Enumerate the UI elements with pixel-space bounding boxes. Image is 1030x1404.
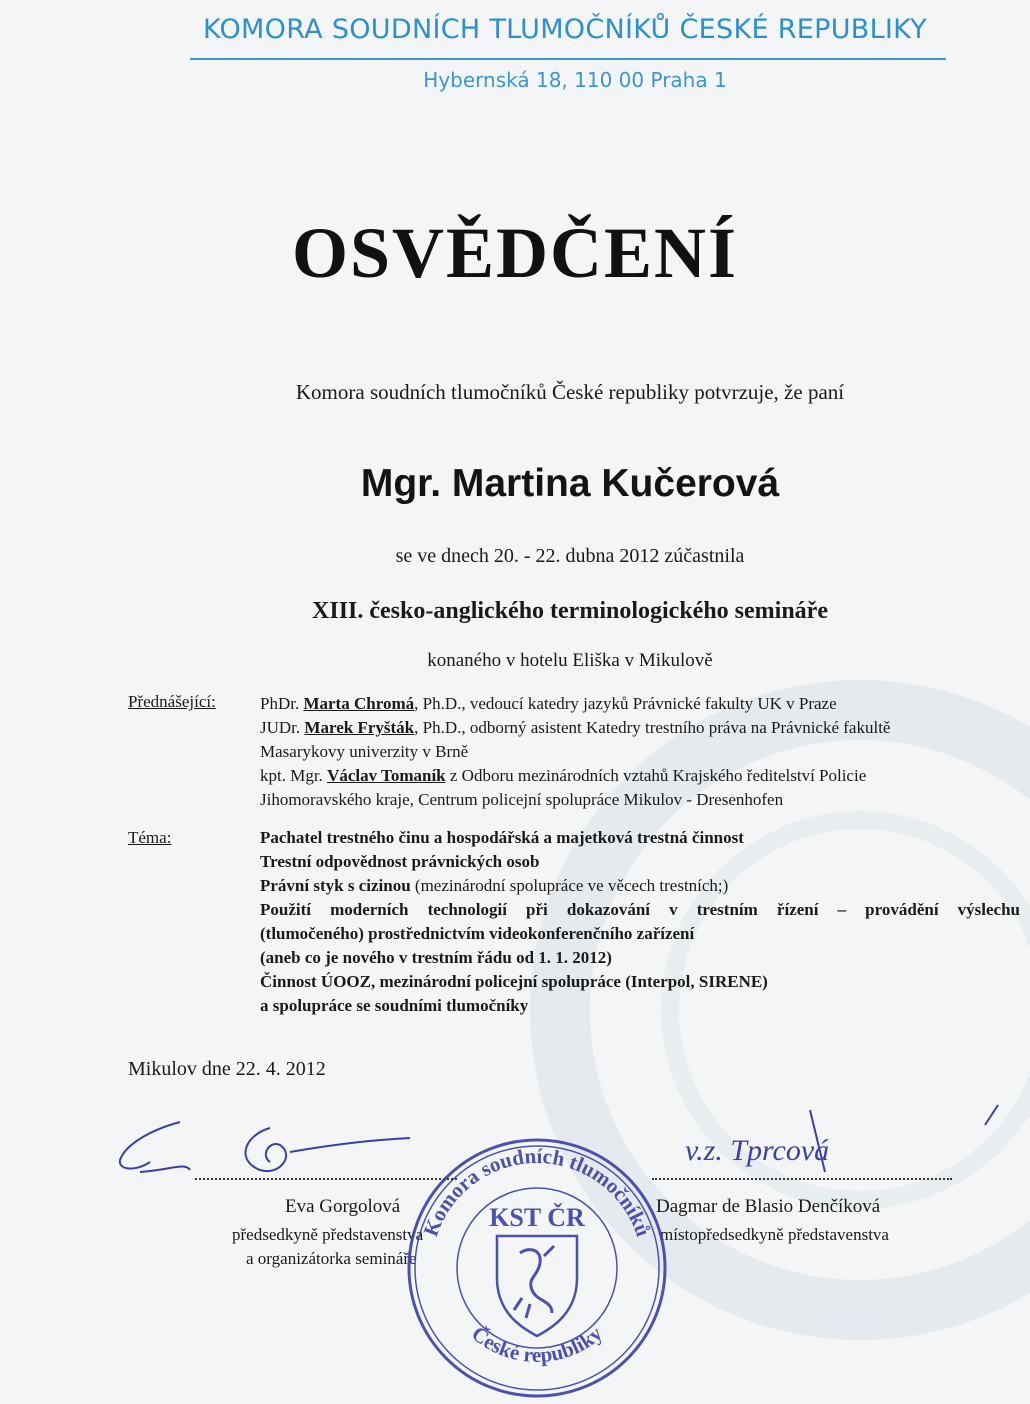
lecturer-title: JUDr. xyxy=(260,718,305,737)
lecturer-title: PhDr. xyxy=(260,694,304,713)
lecturer-2 xyxy=(260,716,1020,740)
topic-item xyxy=(260,874,1020,898)
svg-text:České republiky xyxy=(467,1321,607,1367)
lecturer-name: Václav Tomaník xyxy=(327,766,446,785)
lecturer-name: Marta Chromá xyxy=(303,694,415,713)
topic-item: Trestní odpovědnost právnických osob xyxy=(260,852,540,871)
signature-text: v.z. Tprcová xyxy=(685,1134,830,1167)
topic-item-cont: (tlumočeného) prostřednictvím videokonferenčního zařízení xyxy=(260,924,695,943)
signatory-2-name: Dagmar de Blasio Denčíková xyxy=(656,1196,881,1217)
lecturer-affiliation-cont: Jihomoravského kraje, Centrum policejní spolupráce Mikulov - Dresenhofen xyxy=(260,790,784,809)
lecturer-affiliation: z Odboru mezinárodních vztahů Krajského ředitelství Policie xyxy=(445,766,867,785)
topic-item-cont: a spolupráce se soudními tlumočníky xyxy=(260,996,529,1015)
stamp-center-text: KST ČR xyxy=(489,1203,585,1232)
topics-list xyxy=(260,826,1020,1018)
lecturer-1 xyxy=(260,692,1020,716)
topic-item: Pachatel trestného činu a hospodářská a majetková trestná činnost xyxy=(260,828,744,847)
topic-item: Činnost ÚOOZ, mezinárodní policejní spolupráce (Interpol, SIRENE) xyxy=(260,972,768,991)
lecturer-title: kpt. Mgr. xyxy=(260,766,328,785)
signatory-2-role: místopředsedkyně představenstva xyxy=(660,1225,889,1244)
organization-address: Hybernská 18, 110 00 Praha 1 xyxy=(423,68,727,92)
seminar-title: XIII. česko-anglického terminologického semináře xyxy=(312,598,828,624)
seminar-venue: konaného v hotelu Eliška v Mikulově xyxy=(427,650,713,671)
document-title: OSVĚDČENÍ xyxy=(291,213,739,293)
topics-label: Téma: xyxy=(128,828,172,847)
lecturer-affiliation-cont: Masarykovy univerzity v Brně xyxy=(260,742,469,761)
header-rule xyxy=(190,58,946,60)
signatory-1-name: Eva Gorgolová xyxy=(285,1196,401,1217)
signature-line-right xyxy=(652,1178,952,1180)
lecturer-affiliation: , Ph.D., odborný asistent Katedry trestního práva na Právnické fakultě xyxy=(414,718,891,737)
stamp-lion-icon xyxy=(514,1246,554,1318)
signatory-1-role-cont: a organizátorka semináře xyxy=(246,1249,417,1268)
stamp-top-text: Komora soudních tlumočníků xyxy=(418,1143,656,1240)
lecturer-name: Marek Fryšták xyxy=(304,718,415,737)
signatory-1-role: předsedkyně představenstva xyxy=(232,1225,424,1244)
intro-text: Komora soudních tlumočníků České republiky potvrzuje, že paní xyxy=(295,380,845,404)
stamp-bottom-text: České republiky xyxy=(467,1321,607,1368)
signature-right xyxy=(680,1080,1000,1180)
lecturers-list xyxy=(260,692,1020,812)
lecturer-3 xyxy=(260,764,1020,788)
lecturers-label: Přednášející: xyxy=(128,692,216,711)
recipient-name: Mgr. Martina Kučerová xyxy=(360,462,780,505)
organization-header: KOMORA SOUDNÍCH TLUMOČNÍKŮ ČESKÉ REPUBLIKY xyxy=(202,14,928,45)
topic-bold: Právní styk s cizinou xyxy=(260,876,411,895)
topic-note: (mezinárodní spolupráce ve věcech trestních;) xyxy=(410,876,729,895)
attendance-dates: se ve dnech 20. - 22. dubna 2012 zúčastnila xyxy=(395,545,745,567)
lecturer-affiliation: , Ph.D., vedoucí katedry jazyků Právnické fakulty UK v Praze xyxy=(414,694,837,713)
place-and-date: Mikulov dne 22. 4. 2012 xyxy=(128,1058,326,1080)
topic-item: Použití moderních technologií při dokazování v trestním řízení – provádění výslechu xyxy=(260,900,1020,919)
topic-item-cont: (aneb co je nového v trestním řádu od 1. 1. 2012) xyxy=(260,948,612,967)
official-stamp xyxy=(402,1128,672,1398)
